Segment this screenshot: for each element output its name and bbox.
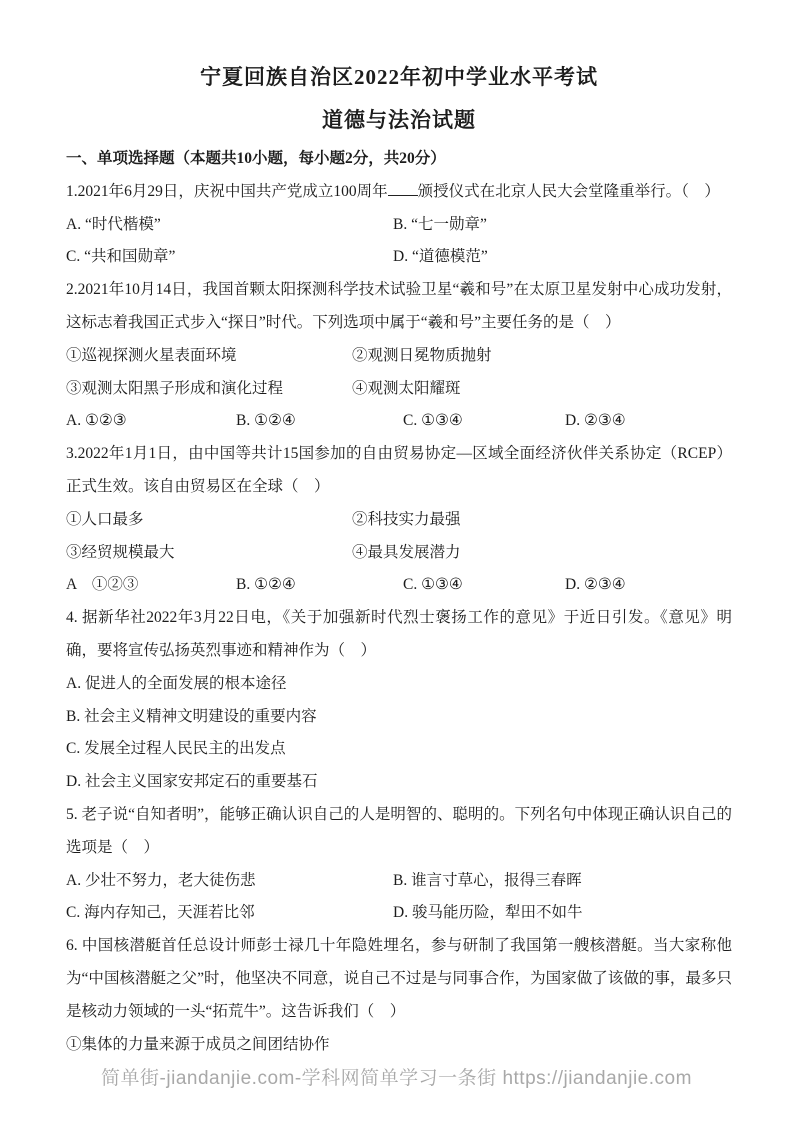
- question-4-stem: 4. 据新华社2022年3月22日电，《关于加强新时代烈士褒扬工作的意见》于近日引发。《意见》明确，要将宣传弘扬英烈事迹和精神作为（ ）: [66, 609, 732, 659]
- question-6-subitem-1: ①集体的力量来源于成员之间团结协作: [66, 1035, 330, 1053]
- question-1-option-a: A. “时代楷模”: [66, 215, 161, 233]
- question-1-option-c: C. “共和国勋章”: [66, 248, 176, 266]
- question-3-answer-c: C. ①③④: [403, 576, 463, 594]
- question-3-subitem-1: ①人口最多: [66, 510, 144, 528]
- exam-subtitle: 道德与法治试题: [322, 108, 476, 132]
- question-3-answers-row: [66, 569, 732, 602]
- question-2-subitem-2: ②观测日冕物质抛射: [352, 346, 492, 364]
- question-1-stem-post: 颁授仪式在北京人民大会堂隆重举行。（ ）: [417, 182, 720, 200]
- question-1-option-d: D. “道德模范”: [393, 248, 488, 266]
- question-2-answer-a: A. ①②③: [66, 412, 127, 430]
- question-5-options-row-1: [66, 865, 732, 898]
- question-4-option-a: A. 促进人的全面发展的根本途径: [66, 674, 287, 692]
- question-3-subitem-4: ④最具发展潜力: [352, 543, 461, 561]
- question-2-subitems-row-1: [66, 340, 732, 373]
- question-3-subitem-2: ②科技实力最强: [352, 510, 461, 528]
- question-3-subitem-3: ③经贸规模最大: [66, 543, 175, 561]
- question-3-answer-d: D. ②③④: [565, 576, 626, 594]
- question-6: [66, 930, 732, 1061]
- question-5-options-row-2: [66, 897, 732, 930]
- question-1-options-row-2: [66, 241, 732, 274]
- question-1: [66, 176, 732, 274]
- question-6-stem: 6. 中国核潜艇首任总设计师彭士禄几十年隐姓埋名，参与研制了我国第一艘核潜艇。当大家称他为“中国核潜艇之父”时，他坚决不同意，说自己不过是与同事合作，为国家做了该做的事，最多只是核动力领域的一头“拓荒牛”。这告诉我们（ ）: [66, 937, 732, 1020]
- question-2-answers-row: [66, 405, 732, 438]
- footer-watermark: 简单街-jiandanjie.com-学科网简单学习一条街 https://jiandanjie.com: [101, 1068, 692, 1089]
- question-2-subitem-3: ③观测太阳黑子形成和演化过程: [66, 379, 284, 397]
- question-4-option-b: B. 社会主义精神文明建设的重要内容: [66, 707, 317, 725]
- question-2-answer-d: D. ②③④: [565, 412, 626, 430]
- question-2-subitem-1: ①巡视探测火星表面环境: [66, 346, 237, 364]
- question-3: [66, 438, 732, 602]
- fill-in-blank: [388, 180, 418, 196]
- question-4-option-c: C. 发展全过程人民民主的出发点: [66, 740, 286, 758]
- question-2-stem: 2.2021年10月14日，我国首颗太阳探测科学技术试验卫星“羲和号”在太原卫星发射中心成功发射，这标志着我国正式步入“探日”时代。下列选项中属于“羲和号”主要任务的是（ ）: [66, 281, 732, 331]
- question-5-option-b: B. 谁言寸草心，报得三春晖: [393, 871, 582, 889]
- question-3-answer-a: A ①②③: [66, 576, 139, 594]
- question-5: [66, 799, 732, 930]
- question-3-stem: 3.2022年1月1日，由中国等共计15国参加的自由贸易协定—区域全面经济伙伴关系协定（RCEP）正式生效。该自由贸易区在全球（ ）: [66, 445, 732, 495]
- question-2-answer-c: C. ①③④: [403, 412, 463, 430]
- question-2: [66, 274, 732, 438]
- question-3-subitems-row-2: [66, 537, 732, 570]
- question-5-option-a: A. 少壮不努力，老大徒伤悲: [66, 871, 256, 889]
- exam-title: 宁夏回族自治区2022年初中学业水平考试: [200, 65, 598, 89]
- question-2-subitem-4: ④观测太阳耀斑: [352, 379, 461, 397]
- section-heading: 一、单项选择题（本题共10小题，每小题2分，共20分）: [66, 150, 446, 167]
- question-3-answer-b: B. ①②④: [236, 576, 296, 594]
- question-1-option-b: B. “七一勋章”: [393, 215, 487, 233]
- question-4: [66, 602, 732, 799]
- question-2-subitems-row-2: [66, 373, 732, 406]
- question-1-options-row-1: [66, 209, 732, 242]
- question-5-stem: 5. 老子说“自知者明”，能够正确认识自己的人是明智的、聪明的。下列名句中体现正确认识自己的选项是（ ）: [66, 805, 732, 856]
- question-1-stem-pre: 1.2021年6月29日，庆祝中国共产党成立100周年: [66, 182, 388, 200]
- question-4-option-d: D. 社会主义国家安邦定石的重要基石: [66, 773, 318, 791]
- question-3-subitems-row-1: [66, 504, 732, 537]
- question-5-option-c: C. 海内存知己，天涯若比邻: [66, 904, 255, 922]
- question-2-answer-b: B. ①②④: [236, 412, 296, 430]
- question-5-option-d: D. 骏马能历险，犁田不如牛: [393, 904, 583, 922]
- exam-page: [66, 64, 732, 1061]
- question-1-stem: [66, 176, 732, 209]
